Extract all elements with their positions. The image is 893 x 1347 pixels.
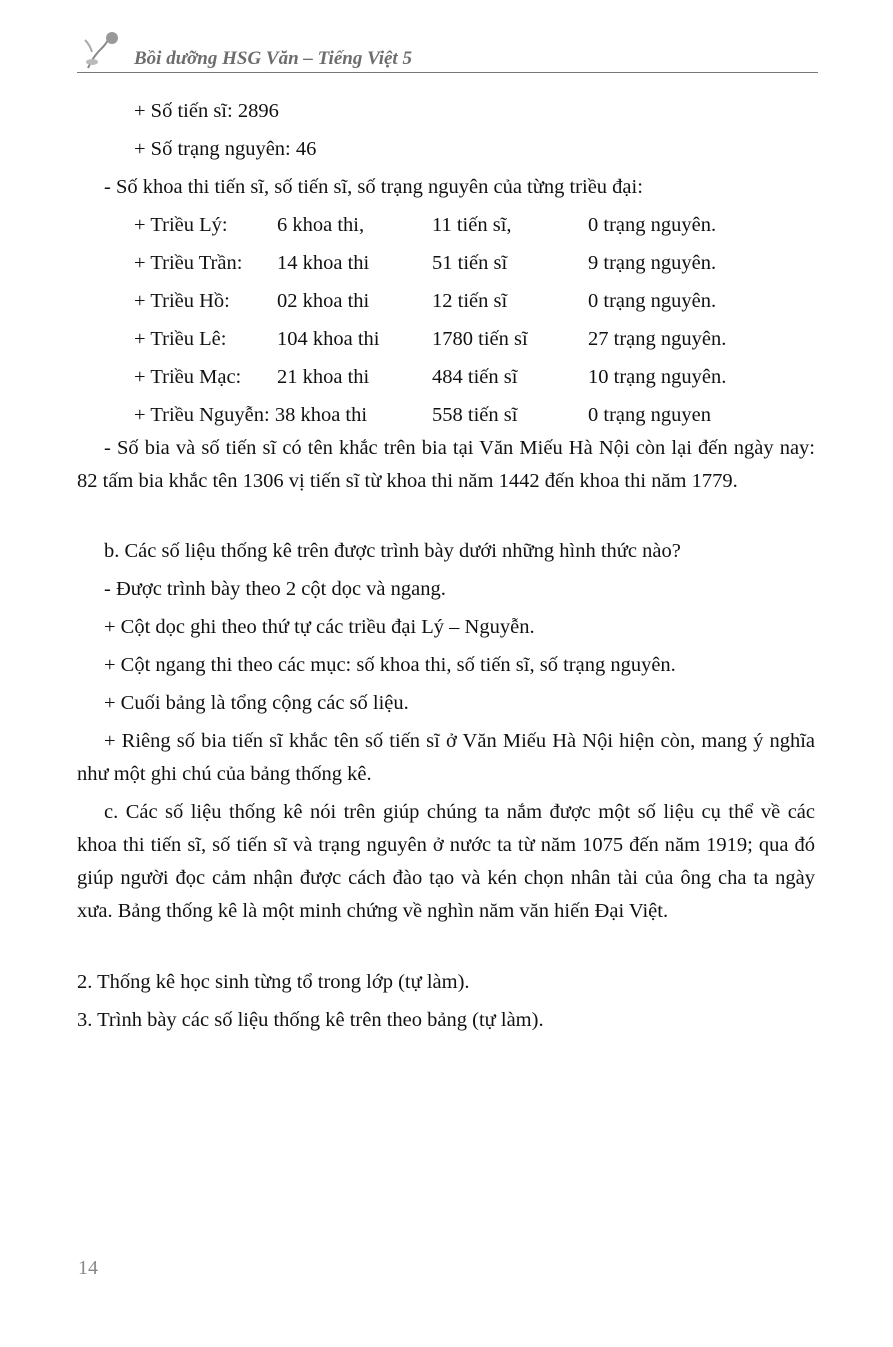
table-cell: 558 tiến sĩ xyxy=(432,404,518,426)
paragraph: + Riêng số bia tiến sĩ khắc tên số tiến sĩ ở Văn Miếu Hà Nội hiện còn, mang ý nghĩa như một ghi chú của bảng thống kê. xyxy=(77,730,815,785)
paragraph: + Cuối bảng là tổng cộng các số liệu. xyxy=(104,692,409,714)
paragraph: c. Các số liệu thống kê nói trên giúp chúng ta nắm được một số liệu cụ thể về các khoa thi tiến sĩ, số tiến sĩ và trạng nguyên ở nước ta từ năm 1075 đến năm 1919; qua đó giúp người đọc cảm nhận được cách đào tạo và kén chọn nhân tài của ông cha ta ngày xưa. Bảng thống kê là một minh chứng về nghìn năm văn hiến Đại Việt. xyxy=(77,801,815,922)
table-cell: 02 khoa thi xyxy=(277,290,370,312)
table-cell: 0 trạng nguyên. xyxy=(588,214,717,236)
paragraph: b. Các số liệu thống kê trên được trình bày dưới những hình thức nào? xyxy=(104,540,681,562)
table-cell: 6 khoa thi, xyxy=(277,214,365,236)
text-line: - Số khoa thi tiến sĩ, số tiến sĩ, số trạng nguyên của từng triều đại: xyxy=(104,176,643,198)
table-cell: 10 trạng nguyên. xyxy=(588,366,727,388)
text-line: + Số trạng nguyên: 46 xyxy=(134,138,317,160)
table-cell: 12 tiến sĩ xyxy=(432,290,508,312)
paragraph: - Số bia và số tiến sĩ có tên khắc trên bia tại Văn Miếu Hà Nội còn lại đến ngày nay: 82 tấm bia khắc tên 1306 vị tiến sĩ từ khoa thi năm 1442 đến khoa thi năm 1779. xyxy=(77,437,815,492)
paragraph: - Được trình bày theo 2 cột dọc và ngang. xyxy=(104,578,446,600)
table-cell: 484 tiến sĩ xyxy=(432,366,518,388)
table-cell: 11 tiến sĩ, xyxy=(432,214,512,236)
header-divider xyxy=(77,72,818,73)
table-cell: + Triều Nguyễn: 38 khoa thi xyxy=(134,404,368,426)
paragraph: + Cột ngang thi theo các mục: số khoa thi, số tiến sĩ, số trạng nguyên. xyxy=(104,654,676,676)
running-header: Bồi dưỡng HSG Văn – Tiếng Việt 5 xyxy=(134,48,412,69)
table-cell: 14 khoa thi xyxy=(277,252,370,274)
paragraph: 2. Thống kê học sinh từng tổ trong lớp (tự làm). xyxy=(77,971,470,993)
table-cell: 51 tiến sĩ xyxy=(432,252,508,274)
table-cell: + Triều Hồ: xyxy=(134,290,230,312)
text-line: + Số tiến sĩ: 2896 xyxy=(134,100,279,122)
paragraph: 3. Trình bày các số liệu thống kê trên theo bảng (tự làm). xyxy=(77,1009,544,1031)
table-cell: 104 khoa thi xyxy=(277,328,380,350)
page-number: 14 xyxy=(78,1257,98,1279)
table-cell: + Triều Mạc: xyxy=(134,366,242,388)
table-cell: 0 trạng nguyên. xyxy=(588,290,717,312)
table-cell: 27 trạng nguyên. xyxy=(588,328,727,350)
paragraph: + Cột dọc ghi theo thứ tự các triều đại Lý – Nguyễn. xyxy=(104,616,535,638)
table-cell: 21 khoa thi xyxy=(277,366,370,388)
table-cell: 1780 tiến sĩ xyxy=(432,328,528,350)
table-cell: + Triều Lê: xyxy=(134,328,227,350)
table-cell: 0 trạng nguyen xyxy=(588,404,711,426)
flower-logo-icon xyxy=(80,30,125,70)
table-cell: + Triều Lý: xyxy=(134,214,228,236)
table-cell: + Triều Trần: xyxy=(134,252,243,274)
table-cell: 9 trạng nguyên. xyxy=(588,252,717,274)
